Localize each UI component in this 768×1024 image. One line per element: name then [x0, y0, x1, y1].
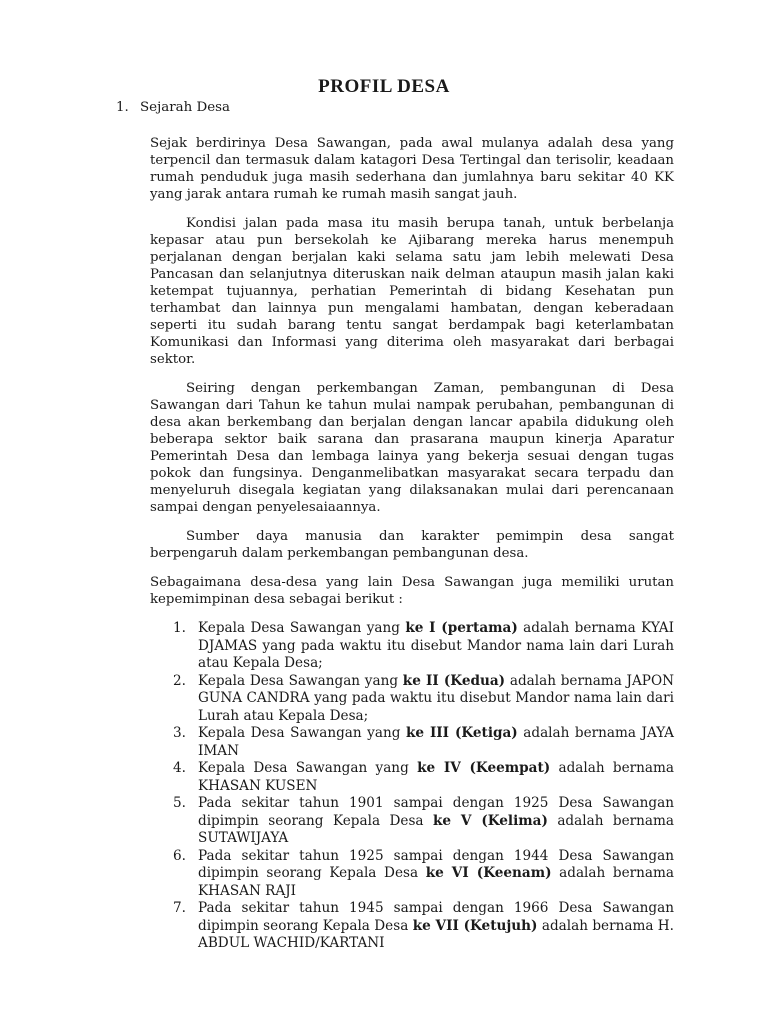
list-item-ordinal: ke I (pertama): [405, 620, 518, 636]
list-item: [150, 795, 674, 848]
list-item-ordinal: ke V (Kelima): [432, 812, 548, 829]
list-item-number: 1.: [173, 620, 186, 636]
section-title: Sejarah Desa: [140, 100, 231, 115]
paragraph-human-resources: Sumber daya manusia dan karakter pemimpin desa sangat berpengaruh dalam perkembangan pembangunan desa.: [150, 529, 674, 561]
list-item-number: 7.: [173, 900, 186, 916]
list-item-number: 3.: [173, 725, 186, 741]
list-item-text: Kepala Desa Sawangan yang: [198, 760, 418, 776]
list-item-number: 5.: [173, 795, 186, 811]
list-item-text-end: adalah bernama KYAI DJAMAS yang pada waktu itu disebut Mandor nama lain dari Lurah atau Kepala Desa;: [198, 620, 674, 671]
section-heading: [116, 100, 230, 115]
list-item-text: Kepala Desa Sawangan yang: [198, 725, 406, 741]
paragraph-development: Seiring dengan perkembangan Zaman, pembangunan di Desa Sawangan dari Tahun ke tahun mulai nampak perubahan, pembangunan di desa akan berkembang dan berjalan dengan lancar apabila didukung oleh beberapa sektor baik sarana dan prasarana maupun kinerja Aparatur Pemerintah Desa dan lembaga lainya yang bekerja sesuai dengan tugas pokok dan fungsinya. Denganmelibatkan masyarakat secara terpadu dan menyeluruh disegala kegiatan yang dilaksanakan mulai dari perencanaan sampai dengan penyelesaiaannya.: [150, 381, 674, 515]
paragraph-leadership-intro: Sebagaimana desa-desa yang lain Desa Sawangan juga memiliki urutan kepemimpinan desa sebagai berikut :: [150, 575, 674, 607]
paragraph-intro: Sejak berdirinya Desa Sawangan, pada awal mulanya adalah desa yang terpencil dan termasuk dalam katagori Desa Tertingal dan terisolir, keadaan rumah penduduk juga masih sederhana dan jumlahnya baru sekitar 40 KK yang jarak antara rumah ke rumah masih sangat jauh.: [150, 136, 674, 202]
list-item: [150, 900, 674, 953]
list-item-text: Kepala Desa Sawangan yang: [198, 620, 406, 636]
list-item: [150, 848, 674, 901]
list-item: [150, 760, 674, 795]
list-item-ordinal: ke IV (Keempat): [417, 760, 551, 776]
list-item-number: 4.: [173, 760, 186, 776]
document-title: PROFIL DESA: [318, 76, 450, 97]
list-item-ordinal: ke VI (Keenam): [425, 865, 552, 881]
paragraph-road-conditions: Kondisi jalan pada masa itu masih berupa tanah, untuk berbelanja kepasar atau pun bersekolah ke Ajibarang mereka harus menempuh perjalanan dengan berjalan kaki selama satu jam lebih melewati Desa Pancasan dan selanjutnya diteruskan naik delman ataupun masih jalan kaki ketempat tujuannya, perhatian Pemerintah di bidang Kesehatan pun terhambat dan lainnya pun mengalami hambatan, dengan keberadaan seperti itu sudah barang tentu sangat berdampak bagi keterlambatan Komunikasi dan Informasi yang diterima oleh masyarakat dari berbagai sektor.: [150, 216, 674, 367]
list-item-text: Kepala Desa Sawangan yang: [198, 672, 403, 689]
list-item-text-end: adalah bernama JAPON GUNA CANDRA yang pada waktu itu disebut Mandor nama lain dari Lurah atau Kepala Desa;: [198, 672, 674, 724]
section-body: [150, 135, 674, 953]
list-item-ordinal: ke VII (Ketujuh): [412, 917, 538, 934]
list-item-text: Pada sekitar tahun 1925 sampai dengan 1944 Desa Sawangan dipimpin seorang Kepala Desa: [198, 847, 674, 881]
list-item-text-end: adalah bernama H. ABDUL WACHID/KARTANI: [198, 917, 674, 951]
list-item-text-end: adalah bernama SUTAWIJAYA: [198, 812, 674, 846]
list-item-ordinal: ke II (Kedua): [402, 672, 506, 689]
list-item-text-end: adalah bernama KHASAN KUSEN: [198, 760, 674, 794]
list-item-ordinal: ke III (Ketiga): [405, 725, 518, 741]
list-item-text-end: adalah bernama KHASAN RAJI: [198, 865, 674, 899]
list-item-text: Pada sekitar tahun 1901 sampai dengan 1925 Desa Sawangan dipimpin seorang Kepala Desa: [198, 795, 674, 829]
list-item: [150, 673, 674, 726]
list-item-text: Pada sekitar tahun 1945 sampai dengan 1966 Desa Sawangan dipimpin seorang Kepala Desa: [198, 900, 674, 934]
list-item: [150, 725, 674, 760]
section-number: 1.: [116, 100, 129, 115]
list-item-text-end: adalah bernama JAYA IMAN: [198, 725, 674, 759]
list-item-number: 2.: [173, 672, 186, 689]
list-item: [150, 620, 674, 673]
leaders-list: [150, 620, 674, 953]
list-item-number: 6.: [173, 847, 186, 864]
